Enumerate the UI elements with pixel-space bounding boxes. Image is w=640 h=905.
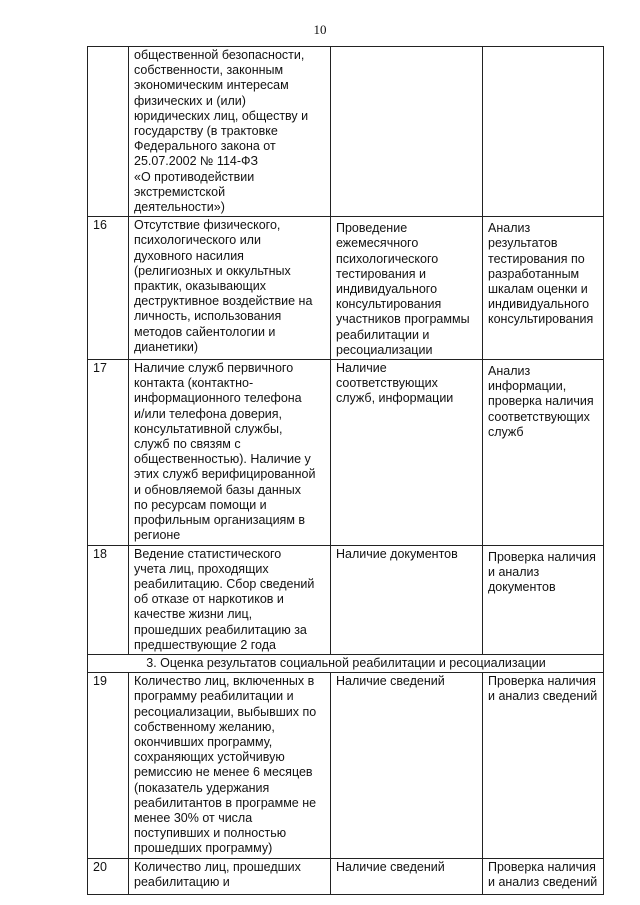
table-row <box>88 47 604 217</box>
indicator-cell: Наличие служб первичного контакта (контактно- информационного телефона и/или телефона доверия, консультативной службы, служб по связям с общественностью). Наличие у этих служб верифицированной и обновляемой базы данных по ресурсам помощи и профильным организациям в регионе <box>129 360 331 545</box>
source-cell <box>331 47 483 217</box>
source-cell: Проведение ежемесячного психологического тестирования и индивидуального консультирования участников программы реабилитации и ресоциализации <box>331 217 483 360</box>
row-number: 18 <box>88 545 129 654</box>
row-number: 20 <box>88 858 129 894</box>
table-row <box>88 360 604 545</box>
section-header-row <box>88 654 604 672</box>
table-row <box>88 673 604 858</box>
method-cell: Проверка наличия и анализ сведений <box>483 673 604 858</box>
method-cell: Анализ информации, проверка наличия соответствующих служб <box>483 360 604 545</box>
method-cell: Проверка наличия и анализ документов <box>483 545 604 654</box>
row-number: 19 <box>88 673 129 858</box>
indicator-cell: общественной безопасности, собственности, законным экономическим интересам физических и (или) юридических лиц, обществу и государству (в трактовке Федерального закона от 25.07.2002 № 114-ФЗ «О противодействии экстремистской деятельности») <box>129 47 331 217</box>
indicator-cell: Количество лиц, включенных в программу реабилитации и ресоциализации, выбывших по собственному желанию, окончивших программу, сохраняющих устойчивую ремиссию не менее 6 месяцев (показатель удержания реабилитантов в программе не менее 30% от числа поступивших и полностью прошедших программу) <box>129 673 331 858</box>
indicator-cell: Отсутствие физического, психологического или духовного насилия (религиозных и оккультных практик, оказывающих деструктивное воздействие на личность, использования методов сайентологии и дианетики) <box>129 217 331 360</box>
source-cell: Наличие сведений <box>331 858 483 894</box>
indicator-cell: Количество лиц, прошедших реабилитацию и <box>129 858 331 894</box>
source-cell: Наличие документов <box>331 545 483 654</box>
method-cell <box>483 47 604 217</box>
table-row <box>88 217 604 360</box>
criteria-table <box>87 46 604 895</box>
section-title: 3. Оценка результатов социальной реабилитации и ресоциализации <box>88 654 604 672</box>
row-number: 17 <box>88 360 129 545</box>
indicator-cell: Ведение статистического учета лиц, проходящих реабилитацию. Сбор сведений об отказе от наркотиков и качестве жизни лиц, прошедших реабилитацию за предшествующие 2 года <box>129 545 331 654</box>
row-number: 16 <box>88 217 129 360</box>
method-cell: Анализ результатов тестирования по разработанным шкалам оценки и индивидуального консультирования <box>483 217 604 360</box>
table-row <box>88 545 604 654</box>
page-number: 10 <box>313 22 327 37</box>
method-cell: Проверка наличия и анализ сведений <box>483 858 604 894</box>
table-row <box>88 858 604 894</box>
row-number <box>88 47 129 217</box>
source-cell: Наличие соответствующих служб, информации <box>331 360 483 545</box>
source-cell: Наличие сведений <box>331 673 483 858</box>
